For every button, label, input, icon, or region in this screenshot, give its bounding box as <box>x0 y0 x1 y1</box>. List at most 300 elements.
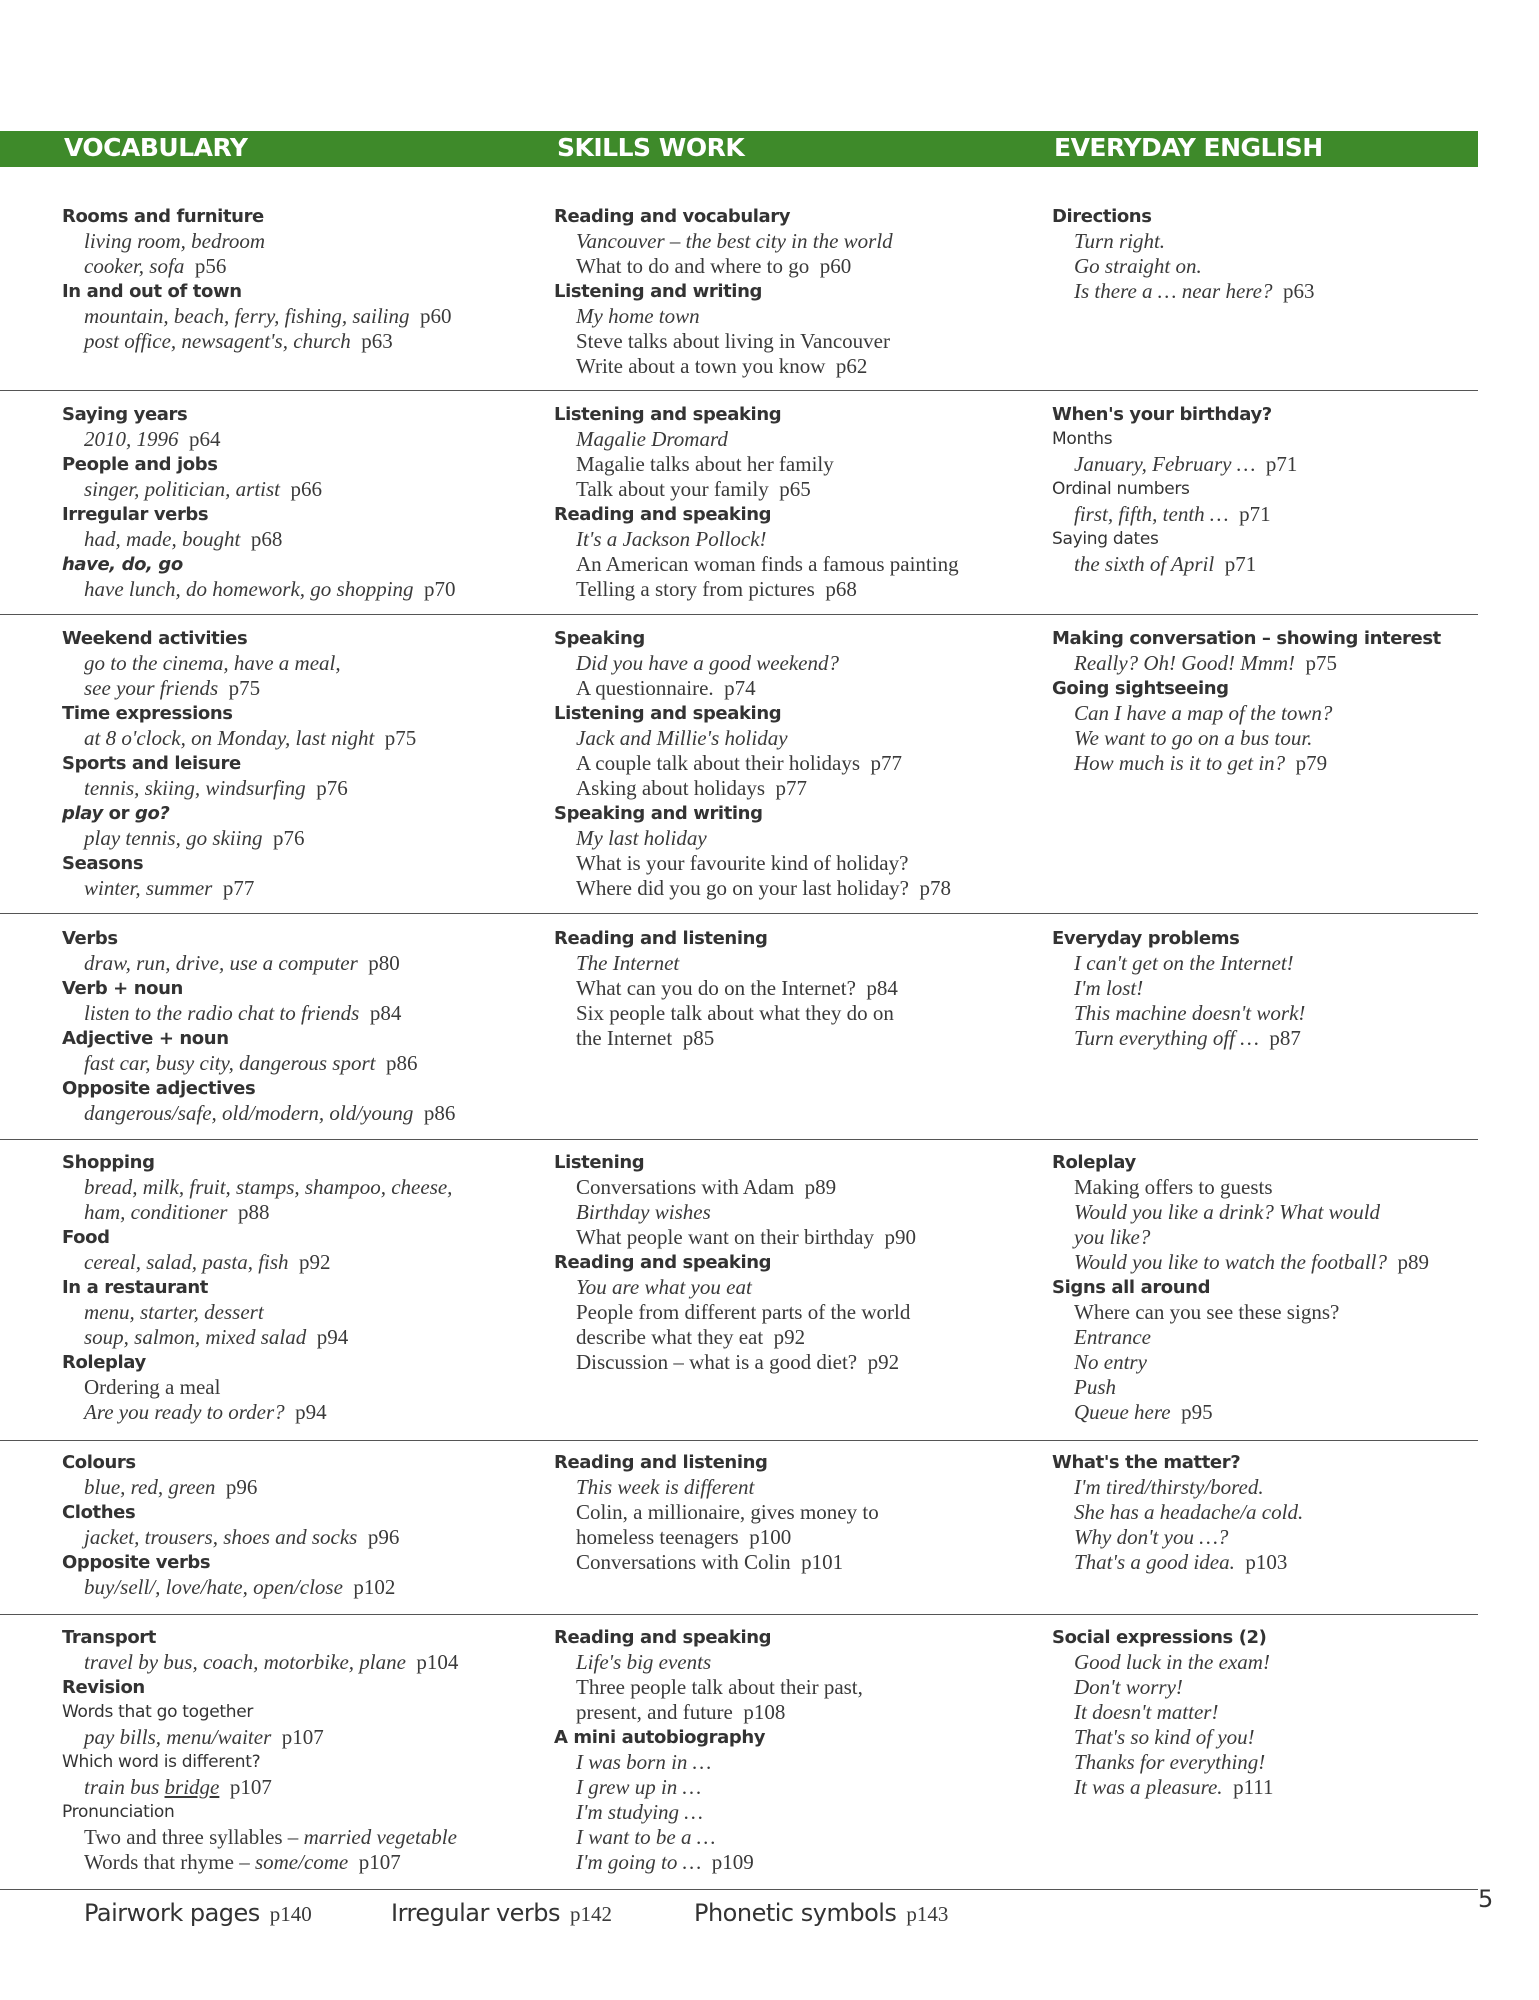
example-text: Birthday wishes <box>576 1200 711 1224</box>
section-heading <box>62 1550 399 1575</box>
example-line <box>62 1300 452 1325</box>
example-text: Why don't you …? <box>1074 1525 1229 1549</box>
example-text: I'm lost! <box>1074 976 1144 1000</box>
description-line <box>554 976 898 1001</box>
page-ref: p100 <box>749 1525 792 1549</box>
page-ref: p75 <box>384 726 417 750</box>
page-ref: p56 <box>194 254 227 278</box>
example-line <box>62 876 416 901</box>
column-everyday <box>1052 1150 1429 1425</box>
footer-label: Irregular verbs <box>391 1899 561 1927</box>
column-vocab <box>62 1450 399 1600</box>
example-line <box>554 1750 863 1775</box>
example-text: Entrance <box>1074 1325 1151 1349</box>
section-heading <box>554 1450 879 1475</box>
page-ref: p60 <box>420 304 452 328</box>
heading-text: Shopping <box>62 1152 155 1173</box>
description-line <box>62 1375 452 1400</box>
example-text: You are what you eat <box>576 1275 752 1299</box>
example-text: This machine doesn't work! <box>1074 1001 1306 1025</box>
section-heading <box>554 1250 916 1275</box>
example-text: My home town <box>576 304 700 328</box>
heading-text: Verb + noun <box>62 978 183 999</box>
heading-text: Roleplay <box>62 1352 146 1373</box>
example-line <box>1052 1200 1429 1225</box>
description-text: the Internet <box>576 1026 673 1050</box>
page-ref: p88 <box>237 1200 270 1224</box>
example-line <box>1052 1250 1429 1275</box>
example-line <box>62 1200 452 1225</box>
example-text: It's a Jackson Pollock! <box>576 527 767 551</box>
description-text: Words that rhyme – <box>84 1850 255 1874</box>
example-text: bread, milk, fruit, stamps, shampoo, cheese, <box>84 1175 453 1199</box>
example-line <box>62 1175 452 1200</box>
column-skills <box>554 204 893 379</box>
example-line <box>554 527 959 552</box>
example-text: Turn everything off … <box>1074 1026 1259 1050</box>
example-line <box>62 229 452 254</box>
example-line <box>1052 1725 1274 1750</box>
subheading <box>62 1700 458 1725</box>
heading-text: When's your birthday? <box>1052 404 1272 425</box>
example-text: first, fifth, tenth … <box>1074 502 1229 526</box>
description-text: Telling a story from pictures <box>576 577 815 601</box>
heading-text: Listening <box>554 1152 645 1173</box>
page-ref: p86 <box>423 1101 456 1125</box>
page-ref: p96 <box>225 1475 258 1499</box>
description-text: Where can you see these signs? <box>1074 1300 1340 1324</box>
example-line <box>554 1275 916 1300</box>
page-ref: p77 <box>775 776 807 800</box>
subheading-text: Saying dates <box>1052 529 1159 549</box>
section-heading <box>1052 1275 1429 1300</box>
example-text: train bus <box>84 1775 165 1799</box>
page-ref: p89 <box>1397 1250 1430 1274</box>
subheading <box>62 1800 458 1825</box>
subheading <box>1052 427 1297 452</box>
section-heading <box>554 701 951 726</box>
description-line <box>1052 1175 1429 1200</box>
section-heading <box>62 1450 399 1475</box>
description-text: What to do and where to go <box>576 254 810 278</box>
heading-text: Speaking and writing <box>554 803 763 824</box>
section-heading <box>1052 1625 1274 1650</box>
example-line <box>554 826 951 851</box>
description-line <box>554 1550 879 1575</box>
section-heading <box>62 1026 455 1051</box>
example-line <box>1052 1500 1303 1525</box>
example-line <box>554 1475 879 1500</box>
page-ref: p71 <box>1224 552 1257 576</box>
example-text: menu, starter, dessert <box>84 1300 264 1324</box>
subheading-text: Which word is different? <box>62 1752 261 1772</box>
column-vocab <box>62 626 416 901</box>
section-heading <box>62 626 416 651</box>
heading-text: People and jobs <box>62 454 218 475</box>
subheading-text: Months <box>1052 429 1113 449</box>
example-text: Magalie Dromard <box>576 427 728 451</box>
example-text: Push <box>1074 1375 1116 1399</box>
description-line <box>554 776 951 801</box>
example-text: singer, politician, artist <box>84 477 281 501</box>
example-line <box>1052 229 1315 254</box>
example-text: winter, summer <box>84 876 213 900</box>
page-ref: p86 <box>385 1051 418 1075</box>
description-line <box>554 1350 916 1375</box>
example-text: have lunch, do homework, go shopping <box>84 577 414 601</box>
example-text: I'm studying … <box>576 1800 703 1824</box>
page-ref: p90 <box>884 1225 916 1249</box>
example-line <box>554 1800 863 1825</box>
row-divider <box>0 390 1478 391</box>
section-heading <box>62 1225 452 1250</box>
page-ref: p68 <box>250 527 283 551</box>
subheading <box>1052 477 1297 502</box>
example-line <box>1052 951 1305 976</box>
page-ref: p92 <box>299 1250 331 1274</box>
example-text: It was a pleasure. <box>1074 1775 1223 1799</box>
description-text: Asking about holidays <box>576 776 765 800</box>
column-skills <box>554 402 959 602</box>
example-line <box>62 329 452 354</box>
description-text: Colin, a millionaire, gives money to <box>576 1500 879 1524</box>
page-ref: p60 <box>819 254 852 278</box>
example-line <box>62 1775 458 1800</box>
footer-phonetic-symbols <box>694 1899 948 1927</box>
footer-page: p142 <box>570 1902 613 1926</box>
description-text: homeless teenagers <box>576 1525 739 1549</box>
example-text: The Internet <box>576 951 680 975</box>
example-text: had, made, bought <box>84 527 241 551</box>
example-line <box>1052 1026 1305 1051</box>
page-ref: p62 <box>835 354 868 378</box>
example-text: Are you ready to order? <box>84 1400 285 1424</box>
description-line <box>554 1325 916 1350</box>
header-skills-work: SKILLS WORK <box>557 133 745 162</box>
description-text: Where did you go on your last holiday? <box>576 876 910 900</box>
section-heading <box>1052 626 1441 651</box>
section-heading <box>62 402 456 427</box>
example-line <box>62 1051 455 1076</box>
heading-text: or <box>102 803 135 824</box>
section-heading <box>1052 926 1305 951</box>
example-line <box>1052 651 1441 676</box>
example-text: fast car, busy city, dangerous sport <box>84 1051 376 1075</box>
example-text: Jack and Millie's holiday <box>576 726 788 750</box>
page-number: 5 <box>1478 1885 1494 1913</box>
example-text: No entry <box>1074 1350 1147 1374</box>
page-ref: p107 <box>281 1725 324 1749</box>
description-line <box>62 1850 458 1875</box>
column-vocab <box>62 204 452 354</box>
description-line <box>554 1525 879 1550</box>
heading-text: Reading and listening <box>554 928 768 949</box>
example-text: She has a headache/a cold. <box>1074 1500 1304 1524</box>
footer-page: p140 <box>269 1902 312 1926</box>
example-text: Really? Oh! Good! Mmm! <box>1074 651 1296 675</box>
section-heading <box>62 1675 458 1700</box>
example-line <box>1052 976 1305 1001</box>
example-line <box>62 1650 458 1675</box>
footer <box>0 1895 1478 1935</box>
header-vocabulary: VOCABULARY <box>64 133 248 162</box>
row-divider <box>0 1889 1478 1890</box>
heading-text: Reading and vocabulary <box>554 206 791 227</box>
example-line <box>1052 1700 1274 1725</box>
example-text: the sixth of April <box>1074 552 1215 576</box>
column-everyday <box>1052 1625 1274 1800</box>
page-ref: p76 <box>316 776 348 800</box>
example-text: Would you like to watch the football? <box>1074 1250 1388 1274</box>
page-ref: p94 <box>316 1325 349 1349</box>
example-text: married vegetable <box>303 1825 457 1849</box>
page-ref: p101 <box>801 1550 844 1574</box>
example-line <box>1052 1525 1303 1550</box>
example-text: Don't worry! <box>1074 1675 1183 1699</box>
subheading <box>1052 527 1297 552</box>
example-line <box>554 1850 863 1875</box>
section-heading <box>554 402 959 427</box>
example-text: mountain, beach, ferry, fishing, sailing <box>84 304 410 328</box>
example-text: Go straight on. <box>1074 254 1202 278</box>
description-text: Ordering a meal <box>84 1375 221 1399</box>
example-text: draw, run, drive, use a computer <box>84 951 358 975</box>
section-heading <box>554 1150 916 1175</box>
section-heading <box>62 1275 452 1300</box>
heading-text: Reading and speaking <box>554 1252 772 1273</box>
heading-text: Going sightseeing <box>1052 678 1229 699</box>
section-heading <box>62 926 455 951</box>
heading-text: Colours <box>62 1452 136 1473</box>
column-everyday <box>1052 1450 1303 1575</box>
example-text: you like? <box>1074 1225 1151 1249</box>
page-ref: p103 <box>1245 1550 1288 1574</box>
example-line <box>1052 726 1441 751</box>
page-ref: p76 <box>272 826 305 850</box>
footer-page: p143 <box>906 1902 949 1926</box>
page-ref: p68 <box>825 577 857 601</box>
underlined-word: bridge <box>164 1775 220 1799</box>
description-text: Two and three syllables – <box>84 1825 304 1849</box>
example-line <box>1052 279 1315 304</box>
example-text: Vancouver – the best city in the world <box>576 229 893 253</box>
section-heading <box>62 1500 399 1525</box>
column-everyday <box>1052 626 1441 776</box>
page-ref: p63 <box>1283 279 1315 303</box>
column-skills <box>554 1150 916 1375</box>
example-text: play tennis, go skiing <box>84 826 263 850</box>
example-line <box>554 304 893 329</box>
example-line <box>62 826 416 851</box>
example-text: I can't get on the Internet! <box>1074 951 1294 975</box>
example-text: 2010, 1996 <box>84 427 179 451</box>
example-text: living room, bedroom <box>84 229 266 253</box>
heading-text: Speaking <box>554 628 645 649</box>
description-text: Write about a town you know <box>576 354 826 378</box>
page-ref: p108 <box>743 1700 786 1724</box>
example-line <box>554 651 951 676</box>
example-text: Life's big events <box>576 1650 712 1674</box>
example-line <box>62 527 456 552</box>
example-line <box>1052 1375 1429 1400</box>
example-text: soup, salmon, mixed salad <box>84 1325 307 1349</box>
page-ref: p66 <box>290 477 323 501</box>
section-heading <box>62 279 452 304</box>
example-line <box>62 477 456 502</box>
row-divider <box>0 1614 1478 1615</box>
heading-text: In and out of town <box>62 281 242 302</box>
description-line <box>554 477 959 502</box>
example-line <box>1052 1750 1274 1775</box>
example-line <box>62 427 456 452</box>
example-text: some/come <box>254 1850 349 1874</box>
example-text: That's so kind of you! <box>1074 1725 1255 1749</box>
example-line <box>62 951 455 976</box>
column-everyday <box>1052 204 1315 304</box>
example-text: cooker, sofa <box>84 254 185 278</box>
heading-text: In a restaurant <box>62 1277 208 1298</box>
description-line <box>554 1700 863 1725</box>
description-line <box>554 1225 916 1250</box>
description-text: Conversations with Adam <box>576 1175 795 1199</box>
example-text: I'm tired/thirsty/bored. <box>1074 1475 1264 1499</box>
row-divider <box>0 614 1478 615</box>
heading-text: A mini autobiography <box>554 1727 766 1748</box>
page-ref: p104 <box>416 1650 459 1674</box>
example-line <box>1052 701 1441 726</box>
example-line <box>554 1825 863 1850</box>
heading-text: Listening and writing <box>554 281 762 302</box>
example-line <box>62 1400 452 1425</box>
example-text: This week is different <box>576 1475 755 1499</box>
page-ref: p107 <box>229 1775 272 1799</box>
example-text: listen to the radio chat to friends <box>84 1001 360 1025</box>
page-ref: p111 <box>1233 1775 1274 1799</box>
heading-text: Adjective + noun <box>62 1028 229 1049</box>
section-heading <box>62 801 416 826</box>
example-line <box>62 1475 399 1500</box>
page-ref: p89 <box>804 1175 837 1199</box>
page-ref: p84 <box>369 1001 402 1025</box>
column-everyday <box>1052 926 1305 1051</box>
example-text: Turn right. <box>1074 229 1166 253</box>
section-heading <box>554 926 898 951</box>
subheading-text: Words that go together <box>62 1702 254 1722</box>
section-heading <box>62 851 416 876</box>
page-ref: p80 <box>368 951 400 975</box>
example-text: I grew up in … <box>576 1775 702 1799</box>
example-line <box>554 726 951 751</box>
heading-text: Revision <box>62 1677 145 1698</box>
description-text: Magalie talks about her family <box>576 452 834 476</box>
example-line <box>62 726 416 751</box>
example-line <box>62 1725 458 1750</box>
section-heading <box>554 626 951 651</box>
description-line <box>554 1175 916 1200</box>
description-text: Making offers to guests <box>1074 1175 1273 1199</box>
description-line <box>554 552 959 577</box>
example-text: I want to be a … <box>576 1825 716 1849</box>
section-heading <box>554 801 951 826</box>
section-heading <box>1052 1150 1429 1175</box>
example-text: Is there a … near here? <box>1074 279 1273 303</box>
example-line <box>554 229 893 254</box>
example-text: Queue here <box>1074 1400 1171 1424</box>
description-text: An American woman finds a famous painting <box>576 552 959 576</box>
page-ref: p77 <box>222 876 255 900</box>
section-heading <box>62 1150 452 1175</box>
page-ref: p77 <box>870 751 903 775</box>
column-vocab <box>62 1150 452 1425</box>
example-text: dangerous/safe, old/modern, old/young <box>84 1101 414 1125</box>
description-text: Discussion – what is a good diet? <box>576 1350 858 1374</box>
heading-text: Time expressions <box>62 703 233 724</box>
section-heading <box>554 279 893 304</box>
column-skills <box>554 1625 863 1875</box>
page-ref: p75 <box>1305 651 1338 675</box>
heading-text: Opposite verbs <box>62 1552 211 1573</box>
example-line <box>1052 254 1315 279</box>
example-line <box>554 951 898 976</box>
example-line <box>1052 1650 1274 1675</box>
example-text: January, February … <box>1074 452 1256 476</box>
description-line <box>554 1675 863 1700</box>
description-line <box>554 1001 898 1026</box>
section-heading <box>1052 1450 1303 1475</box>
description-line <box>554 851 951 876</box>
example-line <box>62 1101 455 1126</box>
example-line <box>1052 1400 1429 1425</box>
example-text: I'm going to … <box>576 1850 702 1874</box>
description-line <box>554 1300 916 1325</box>
page-ref: p92 <box>867 1350 900 1374</box>
heading-text: Everyday problems <box>1052 928 1240 949</box>
example-line <box>1052 1775 1274 1800</box>
heading-text: Food <box>62 1227 110 1248</box>
example-line <box>1052 1001 1305 1026</box>
description-line <box>554 1500 879 1525</box>
heading-text: Social expressions (2) <box>1052 1627 1267 1648</box>
description-text: Talk about your family <box>576 477 769 501</box>
heading-text: Listening and speaking <box>554 404 782 425</box>
example-line <box>1052 502 1297 527</box>
page-ref: p70 <box>424 577 456 601</box>
heading-text: Reading and speaking <box>554 1627 772 1648</box>
page-ref: p79 <box>1295 751 1328 775</box>
description-text: present, and future <box>576 1700 733 1724</box>
section-heading <box>62 701 416 726</box>
subheading-text: Ordinal numbers <box>1052 479 1190 499</box>
example-text: That's a good idea. <box>1074 1550 1235 1574</box>
description-text: Steve talks about living in Vancouver <box>576 329 890 353</box>
heading-text: Clothes <box>62 1502 136 1523</box>
section-heading <box>62 1076 455 1101</box>
page-ref: p107 <box>358 1850 401 1874</box>
description-text: describe what they eat <box>576 1325 764 1349</box>
example-text: post office, newsagent's, church <box>84 329 351 353</box>
heading-text: Weekend activities <box>62 628 248 649</box>
example-text: jacket, trousers, shoes and socks <box>84 1525 358 1549</box>
section-heading <box>1052 402 1297 427</box>
section-heading <box>62 1625 458 1650</box>
example-line <box>62 651 416 676</box>
header-bar <box>0 131 1478 167</box>
page-ref: p74 <box>724 676 756 700</box>
heading-text: What's the matter? <box>1052 1452 1241 1473</box>
heading-text: Signs all around <box>1052 1277 1211 1298</box>
example-text: travel by bus, coach, motorbike, plane <box>84 1650 406 1674</box>
example-line <box>1052 1325 1429 1350</box>
